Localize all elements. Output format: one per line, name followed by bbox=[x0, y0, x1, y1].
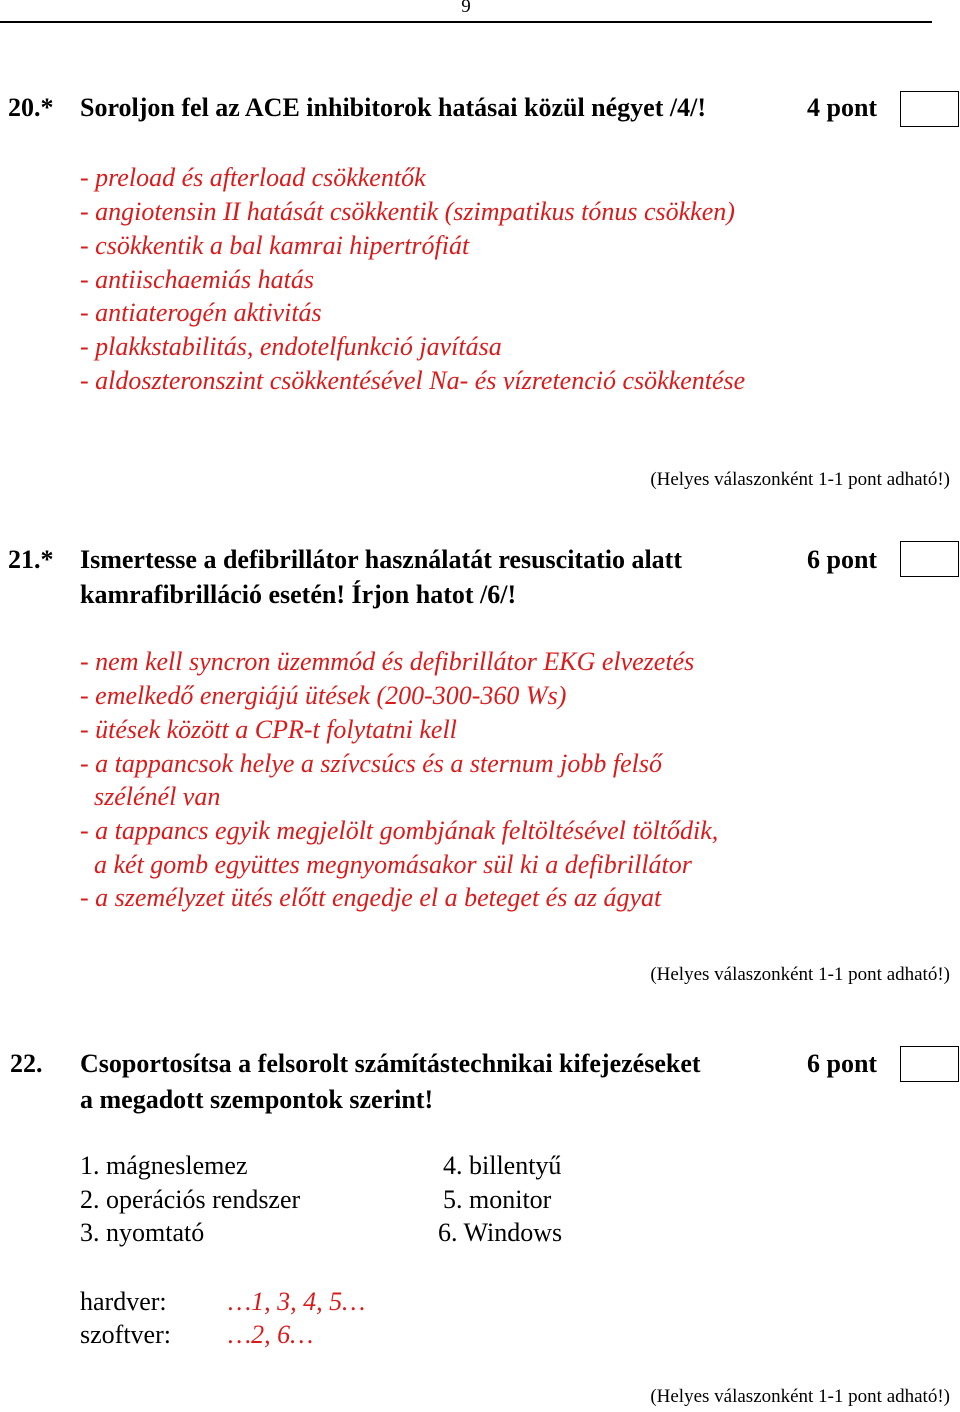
q20-answer-6: - plakkstabilitás, endotelfunkció javítása bbox=[80, 332, 502, 361]
q20-score-box[interactable] bbox=[900, 91, 959, 127]
q21-answer-6: - a személyzet ütés előtt engedje el a beteget és az ágyat bbox=[80, 883, 662, 912]
header-rule bbox=[0, 21, 932, 23]
q20-answer-4: - antiischaemiás hatás bbox=[80, 265, 314, 294]
q20-answer-7: - aldoszteronszint csökkentésével Na- és vízretenció csökkentése bbox=[80, 366, 746, 395]
q20-number: 20.* bbox=[8, 93, 54, 122]
q20-answer-1: - preload és afterload csökkentők bbox=[80, 163, 426, 192]
q21-number: 21.* bbox=[8, 545, 54, 574]
q21-points: 6 pont bbox=[807, 545, 878, 574]
q21-answer-2: - emelkedő energiájú ütések (200-300-360 Ws) bbox=[80, 681, 567, 710]
q21-answer-5: - a tappancs egyik megjelölt gombjának feltöltésével töltődik, bbox=[80, 816, 719, 845]
q20-note: (Helyes válaszonként 1-1 pont adható!) bbox=[650, 469, 950, 490]
q20-points: 4 pont bbox=[807, 93, 878, 122]
q21-text-line2: kamrafibrilláció esetén! Írjon hatot /6/! bbox=[80, 580, 517, 609]
q21-note: (Helyes válaszonként 1-1 pont adható!) bbox=[650, 964, 950, 985]
q21-answer-3: - ütések között a CPR-t folytatni kell bbox=[80, 715, 457, 744]
q22-item-6: 6. Windows bbox=[438, 1218, 563, 1247]
q20-answer-3: - csökkentik a bal kamrai hipertrófiát bbox=[80, 231, 470, 260]
q21-answer-4: - a tappancsok helye a szívcsúcs és a sternum jobb felső bbox=[80, 749, 663, 778]
q21-answer-5-cont: a két gomb együttes megnyomásakor sül ki a defibrillátor bbox=[94, 850, 692, 879]
q22-points: 6 pont bbox=[807, 1049, 878, 1078]
q20-answer-2: - angiotensin II hatását csökkentik (szimpatikus tónus csökken) bbox=[80, 197, 735, 226]
q22-item-2: 2. operációs rendszer bbox=[80, 1185, 301, 1214]
q22-software-answer: …2, 6… bbox=[228, 1320, 314, 1349]
q20-text: Soroljon fel az ACE inhibitorok hatásai közül négyet /4/! bbox=[80, 93, 706, 122]
page-number: 9 bbox=[461, 0, 471, 17]
q22-hardware-answer: …1, 3, 4, 5… bbox=[228, 1287, 366, 1316]
q21-answer-1: - nem kell syncron üzemmód és defibrillátor EKG elvezetés bbox=[80, 647, 695, 676]
q21-text-line1: Ismertesse a defibrillátor használatát resuscitatio alatt bbox=[80, 545, 682, 574]
q22-item-4: 4. billentyű bbox=[443, 1151, 562, 1180]
q22-number: 22. bbox=[10, 1049, 43, 1078]
q20-answer-5: - antiaterogén aktivitás bbox=[80, 298, 322, 327]
q22-hardware-label: hardver: bbox=[80, 1287, 167, 1316]
q22-note: (Helyes válaszonként 1-1 pont adható!) bbox=[650, 1386, 950, 1407]
q22-score-box[interactable] bbox=[900, 1046, 959, 1082]
q21-answer-4-cont: szélénél van bbox=[94, 782, 221, 811]
q22-item-5: 5. monitor bbox=[443, 1185, 552, 1214]
q22-text-line2: a megadott szempontok szerint! bbox=[80, 1085, 434, 1114]
q22-software-label: szoftver: bbox=[80, 1320, 171, 1349]
q22-item-3: 3. nyomtató bbox=[80, 1218, 205, 1247]
q22-text-line1: Csoportosítsa a felsorolt számítástechnikai kifejezéseket bbox=[80, 1049, 701, 1078]
q22-item-1: 1. mágneslemez bbox=[80, 1151, 248, 1180]
q21-score-box[interactable] bbox=[900, 541, 959, 577]
